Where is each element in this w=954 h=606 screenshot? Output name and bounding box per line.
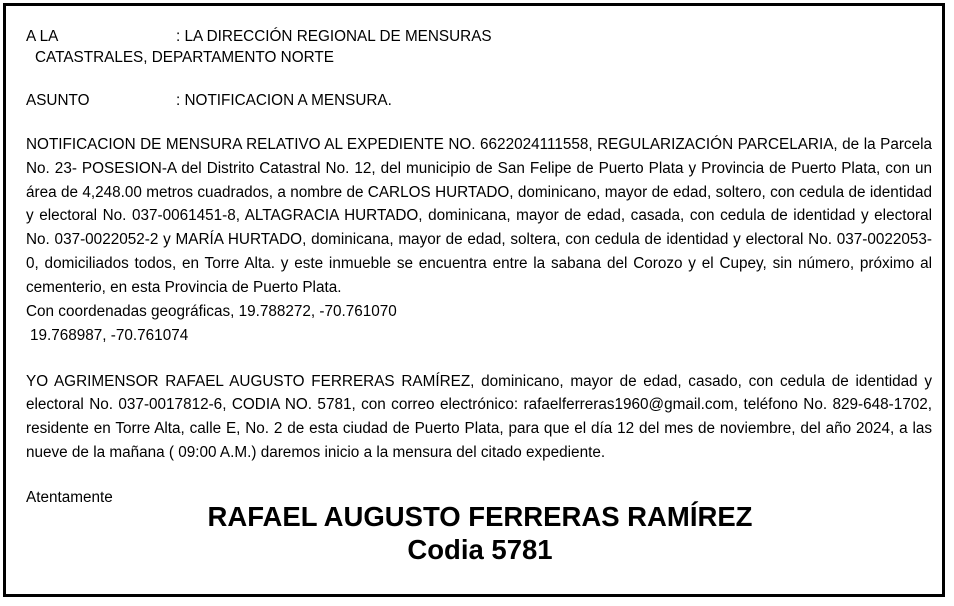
surveyor-paragraph: YO AGRIMENSOR RAFAEL AUGUSTO FERRERAS RAMÍREZ, dominicano, mayor de edad, casado, con cedula de identidad y electoral No. 037-0017812-6, CODIA NO. 5781, con correo electrónico: rafaelferreras1960@gmail.com, teléfono No. 829-648-1702, residente en Torre Alta, calle E, No. 2 de esta ciudad de Puerto Plata, para que el día 12 del mes de noviembre, del año 2024, a las nueve de la mañana ( 09:00 A.M.) daremos inicio a la mensura del citado expediente. <box>26 372 932 461</box>
notification-paragraph: NOTIFICACION DE MENSURA RELATIVO AL EXPEDIENTE NO. 6622024111558, REGULARIZACIÓN PARCELARIA, de la Parcela No. 23- POSESION-A del Distrito Catastral No. 12, del municipio de San Felipe de Puerto Plata y Provincia de Puerto Plata, con un área de 4,248.00 metros cuadrados, a nombre de CARLOS HURTADO, dominicano, mayor de edad, soltero, con cedula de identidad y electoral No. 037-0061451-8, ALTAGRACIA HURTADO, dominicana, mayor de edad, casada, con cedula de identidad y electoral No. 037-0022052-2 y MARÍA HURTADO, dominicana, mayor de edad, soltera, con cedula de identidad y electoral No. 037-0022053-0, domiciliados todos, en Torre Alta. y este inmueble se encuentra entre la sabana del Corozo y el Cupey, sin número, próximo al cementerio, en esta Provincia de Puerto Plata. <box>26 136 932 296</box>
signature-name: RAFAEL AUGUSTO FERRERAS RAMÍREZ <box>207 501 753 532</box>
notice-body <box>26 26 932 509</box>
recipient-field <box>26 26 932 47</box>
recipient-value: : LA DIRECCIÓN REGIONAL DE MENSURAS <box>176 28 492 45</box>
recipient-label: A LA <box>26 28 59 45</box>
recipient-value-continued: CATASTRALES, DEPARTAMENTO NORTE <box>35 49 334 66</box>
coordinates-line-2: 19.768987, -70.761074 <box>30 326 189 344</box>
subject-label: ASUNTO <box>26 92 90 109</box>
notice-frame <box>3 3 945 597</box>
signature-codia: Codia 5781 <box>407 534 553 565</box>
subject-value: : NOTIFICACION A MENSURA. <box>176 92 392 109</box>
coordinates-line-1: Con coordenadas geográficas, 19.788272, -70.761070 <box>26 302 397 320</box>
closing-text: Atentamente <box>26 488 113 506</box>
subject-field <box>26 90 932 111</box>
